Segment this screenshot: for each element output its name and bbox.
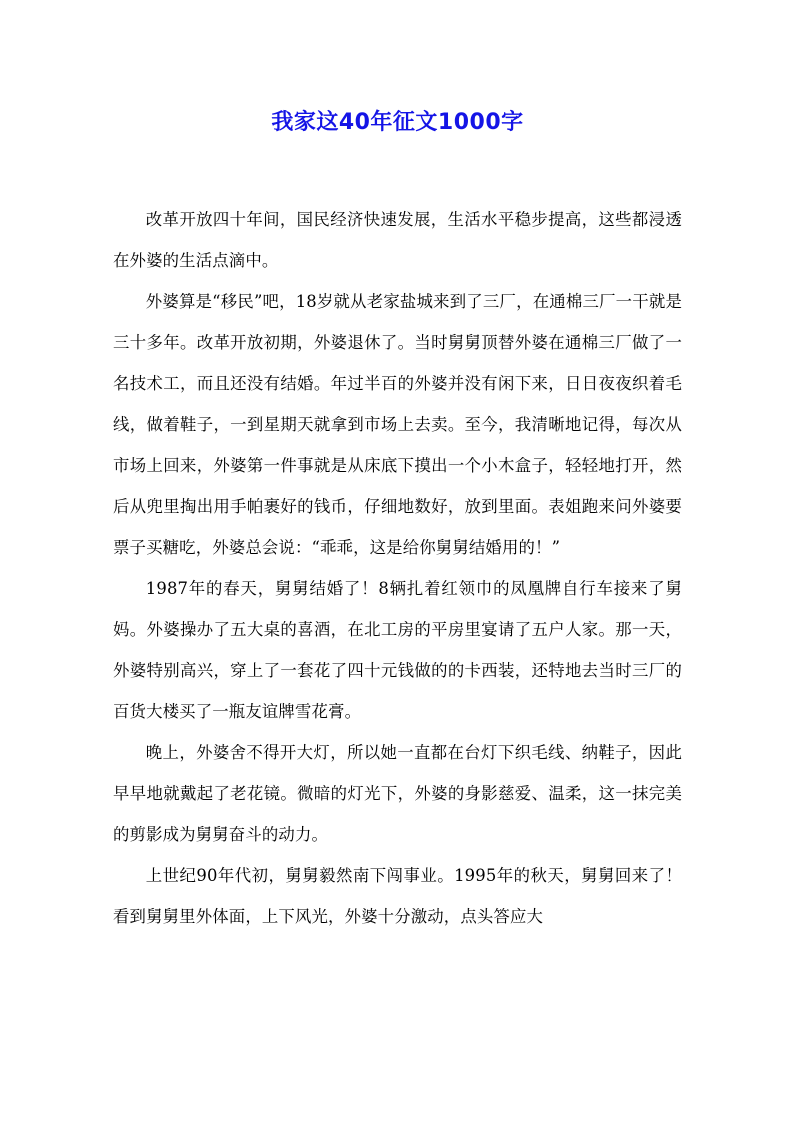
document-content <box>113 199 682 937</box>
paragraph-5: 上世纪90年代初，舅舅毅然南下闯事业。1995年的秋天，舅舅回来了！看到舅舅里外体面，上下风光，外婆十分激动，点头答应大 <box>113 866 682 926</box>
page-title: 我家这40年征文1000字 <box>271 110 524 135</box>
paragraph-1: 改革开放四十年间，国民经济快速发展，生活水平稳步提高，这些都浸透在外婆的生活点滴中。 <box>113 210 682 270</box>
paragraph-4: 晚上，外婆舍不得开大灯，所以她一直都在台灯下织毛线、纳鞋子，因此早早地就戴起了老花镜。微暗的灯光下，外婆的身影慈爱、温柔，这一抹完美的剪影成为舅舅奋斗的动力。 <box>113 743 682 844</box>
paragraph-3: 1987年的春天，舅舅结婚了！8辆扎着红领巾的凤凰牌自行车接来了舅妈。外婆操办了五大桌的喜酒，在北工房的平房里宴请了五户人家。那一天，外婆特别高兴，穿上了一套花了四十元钱做的的卡西装，还特地去当时三厂的百货大楼买了一瓶友谊牌雪花膏。 <box>113 579 682 721</box>
paragraph-2: 外婆算是“移民”吧，18岁就从老家盐城来到了三厂，在通棉三厂一干就是三十多年。改革开放初期，外婆退休了。当时舅舅顶替外婆在通棉三厂做了一名技术工，而且还没有结婚。年过半百的外婆并没有闲下来，日日夜夜织着毛线，做着鞋子，一到星期天就拿到市场上去卖。至今，我清晰地记得，每次从市场上回来，外婆第一件事就是从床底下摸出一个小木盒子，轻轻地打开，然后从兜里掏出用手帕裹好的钱币，仔细地数好，放到里面。表姐跑来问外婆要票子买糖吃，外婆总会说：“乖乖，这是给你舅舅结婚用的！” <box>113 292 682 557</box>
